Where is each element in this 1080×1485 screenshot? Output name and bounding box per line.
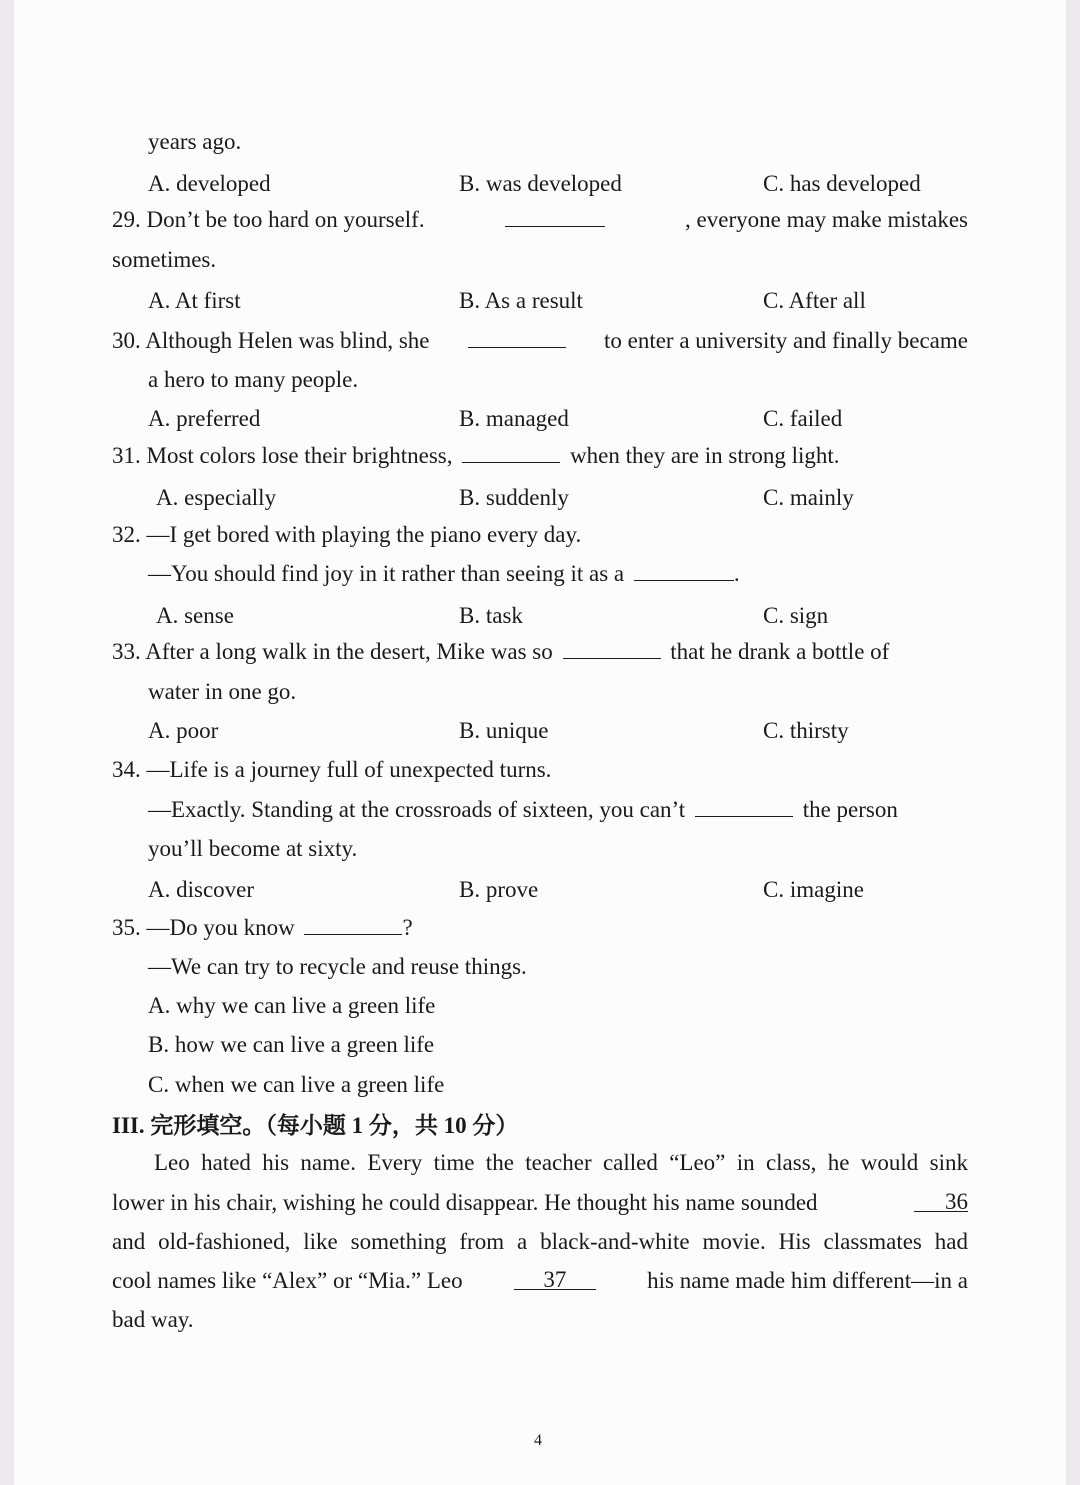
q34-option-c: C. imagine [763,877,864,902]
q31-option-a: A. especially [156,485,277,510]
q30-text-1: 30. Although Helen was blind, she [112,328,430,353]
q32-text-2: . [733,561,740,586]
q33-text-2: that he drank a bottle of [670,639,890,664]
section-3-heading: III. 完形填空。（每小题 1 分，共 10 分） [112,1113,519,1138]
q35-text-1: 35. —Do you know [112,915,295,940]
q30-blank [468,327,566,348]
q34-blank [695,796,793,817]
q35-option-a: A. why we can live a green life [148,993,436,1018]
q30-option-c: C. failed [763,406,843,431]
q31-stem [112,442,840,470]
q35-line2: —We can try to recycle and reuse things. [148,954,527,979]
passage-line-2 [112,1189,968,1217]
q33-blank [563,638,661,659]
page-number: 4 [534,1432,542,1449]
passage-line-2-text: lower in his chair, wishing he could disappear. He thought his name sounded [112,1190,818,1215]
passage-line-1: Leo hated his name. Every time the teacher called “Leo” in class, he would sink [154,1150,968,1175]
q29-option-b: B. As a result [459,288,583,313]
q32-option-b: B. task [459,603,523,628]
q32-line1: 32. —I get bored with playing the piano every day. [112,522,582,547]
q29-text-2: , everyone may make mistakes [685,207,968,232]
exam-page [14,0,1066,1485]
q28-option-b: B. was developed [459,171,622,196]
q29-text-1: 29. Don’t be too hard on yourself. [112,207,425,232]
q30-option-a: A. preferred [148,406,261,431]
q35-line1 [112,914,413,942]
q34-option-a: A. discover [148,877,255,902]
q32-line2 [148,560,740,588]
q28-continuation: years ago. [148,129,242,154]
q33-stem [112,638,889,666]
passage-line-4b: his name made him different—in a [647,1268,968,1293]
q32-option-c: C. sign [763,603,829,628]
q33-stem-line2: water in one go. [148,679,297,704]
q31-blank [462,442,560,463]
blank-37: 37 [514,1267,596,1290]
blank-36: 36 [914,1189,968,1212]
q30-stem-line2: a hero to many people. [148,367,359,392]
q30-stem [112,327,968,355]
q33-option-b: B. unique [459,718,549,743]
q29-stem-line2: sometimes. [112,247,217,272]
q33-text-1: 33. After a long walk in the desert, Mike was so [112,639,553,664]
q33-option-a: A. poor [148,718,219,743]
q28-option-a: A. developed [148,171,271,196]
q34-option-b: B. prove [459,877,539,902]
q29-blank [505,206,605,227]
q35-blank [304,914,402,935]
q31-text-2: when they are in strong light. [570,443,840,468]
q29-option-a: A. At first [148,288,241,313]
q34-line2 [148,796,898,824]
passage-line-4 [112,1267,968,1295]
q32-option-a: A. sense [156,603,234,628]
q29-stem [112,206,968,234]
q32-text-1: —You should find joy in it rather than seeing it as a [148,561,625,586]
q30-text-2: to enter a university and finally became [603,328,968,353]
passage-line-3: and old-fashioned, like something from a black-and-white movie. His classmates had [112,1229,968,1254]
q31-option-c: C. mainly [763,485,854,510]
q34-line3: you’ll become at sixty. [148,836,358,861]
q29-option-c: C. After all [763,288,866,313]
q35-option-b: B. how we can live a green life [148,1032,435,1057]
q35-option-c: C. when we can live a green life [148,1072,445,1097]
q34-line1: 34. —Life is a journey full of unexpected turns. [112,757,552,782]
q34-text-1: —Exactly. Standing at the crossroads of sixteen, you can’t [148,797,686,822]
q34-text-2: the person [802,797,898,822]
passage-line-4a: cool names like “Alex” or “Mia.” Leo [112,1268,463,1293]
q31-text-1: 31. Most colors lose their brightness, [112,443,453,468]
passage-line-5: bad way. [112,1307,194,1332]
q30-option-b: B. managed [459,406,569,431]
q33-option-c: C. thirsty [763,718,849,743]
q28-option-c: C. has developed [763,171,921,196]
q31-option-b: B. suddenly [459,485,569,510]
q32-blank [634,560,734,581]
q35-text-2: ? [402,915,413,940]
